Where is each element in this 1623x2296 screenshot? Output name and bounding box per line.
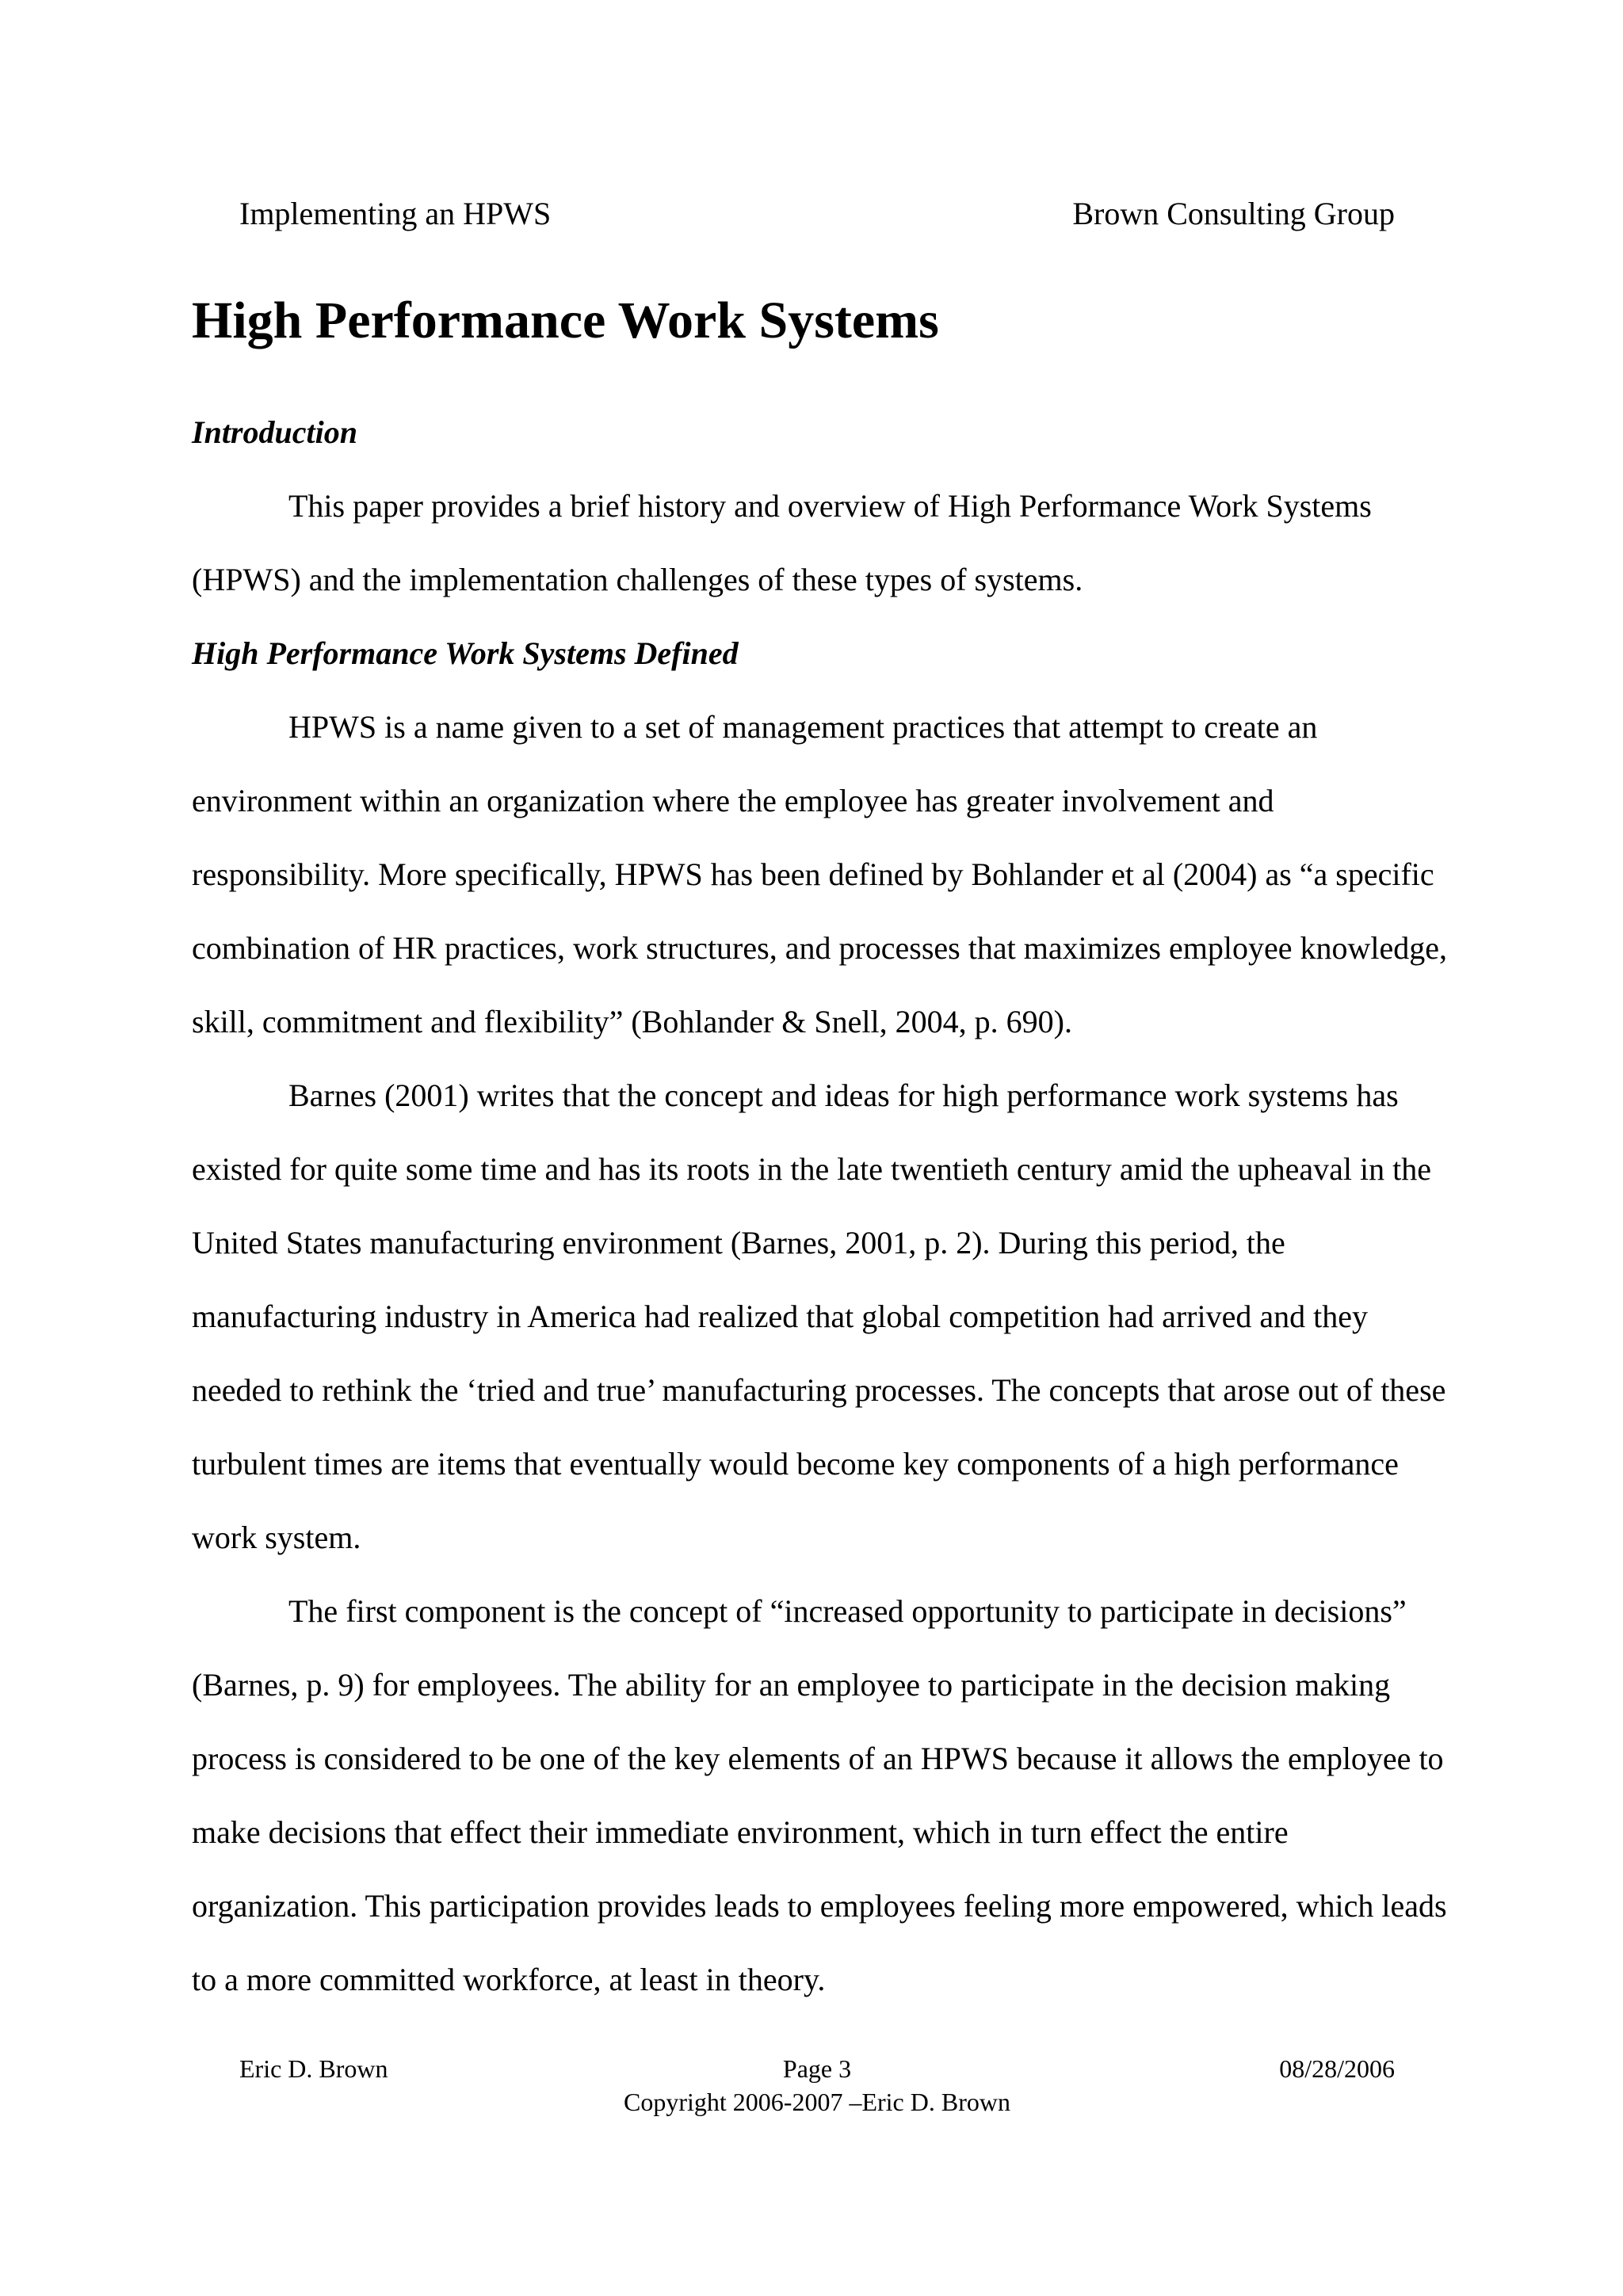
footer-author: Eric D. Brown (239, 2054, 388, 2083)
footer-date: 08/28/2006 (1279, 2054, 1395, 2083)
header-document-title: Implementing an HPWS (239, 196, 552, 231)
page-title: High Performance Work Systems (192, 292, 939, 349)
footer-copyright: Copyright 2006-2007 –Eric D. Brown (624, 2088, 1010, 2116)
paragraph-first-component: The first component is the concept of “increased opportunity to participate in decisions” (Barnes, p. 9) for employees. The ability for an employee to participate in the decision making process is considered to be one of the key elements of an HPWS because it allows the employee to make decisions that effect their immediate environment, which in turn effect the entire organization. This participation provides leads to employees feeling more empowered, which leads to a more committed workforce, at least in theory. (192, 1593, 1447, 1997)
paragraph-introduction: This paper provides a brief history and overview of High Performance Work Systems (HPWS) and the implementation challenges of these types of systems. (192, 488, 1372, 597)
page-footer (239, 2052, 1395, 2119)
section-heading-hpws-defined: High Performance Work Systems Defined (192, 635, 739, 671)
document-body (192, 277, 1460, 2016)
footer-page-number: Page 3 (782, 2054, 852, 2083)
page-header (239, 190, 1395, 238)
section-heading-introduction: Introduction (192, 414, 357, 450)
footer-row (239, 2052, 1395, 2085)
header-company-name: Brown Consulting Group (1072, 196, 1395, 231)
paragraph-hpws-definition: HPWS is a name given to a set of management practices that attempt to create an environment within an organization where the employee has greater involvement and responsibility. More specifically, HPWS has been defined by Bohlander et al (2004) as “a specific combination of HR practices, work structures, and processes that maximizes employee knowledge, skill, commitment and flexibility” (Bohlander & Snell, 2004, p. 690). (192, 709, 1447, 1039)
paragraph-hpws-history: Barnes (2001) writes that the concept and ideas for high performance work systems has existed for quite some time and has its roots in the late twentieth century amid the upheaval in the United States manufacturing environment (Barnes, 2001, p. 2). During this period, the manufacturing industry in America had realized that global competition had arrived and they needed to rethink the ‘tried and true’ manufacturing processes. The concepts that arose out of these turbulent times are items that eventually would become key components of a high performance work system. (192, 1077, 1446, 1555)
